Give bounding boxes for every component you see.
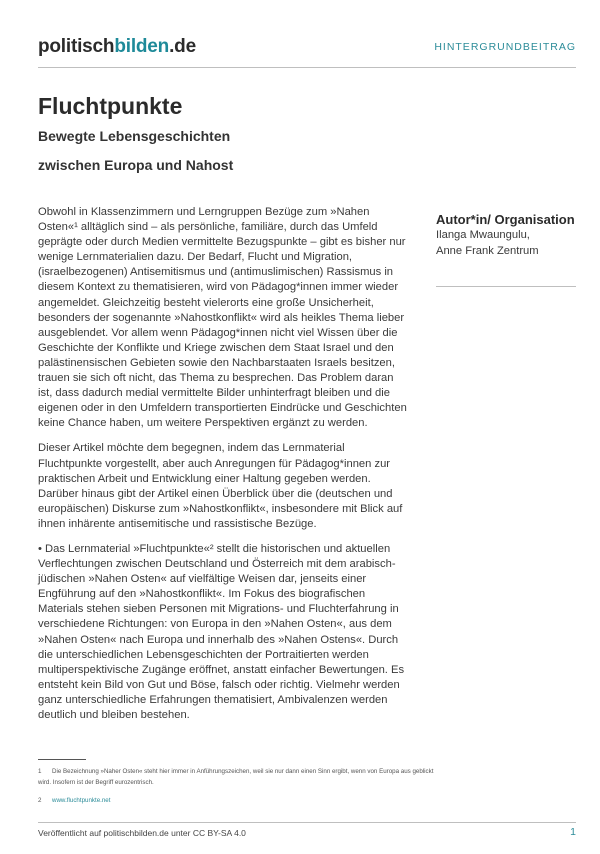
page-title: Fluchtpunkte bbox=[38, 93, 183, 119]
paragraph-intro: Obwohl in Klassenzimmern und Lerngruppen Bezüge zum »Nahen Osten«¹ alltäglich sind – als persönliche, familiäre, durch das Umfeld geprägte oder durch Medien vermittelte Bezugspunkte – gibt es bisher nur wenige Lernmaterialien dazu. Der Bedarf, Flucht und Migration, (israelbezogenen) Antisemitismus und (antimuslimischen) Rassismus in diesem Kontext zu thematisieren, wird von Pädagog*innen immer wieder angemeldet. Gleichzeitig besteht vielerorts eine große Unsicherheit, besonders der sogenannte »Nahostkonflikt« wird als heikles Thema lieber ausgeblendet. Vor allem wenn Pädagog*innen nicht viel Wissen über die Geschichte der Konflikte und Kriege zwischen dem Staat Israel und den palästinensischen Gebieten sowie den Nachbarstaaten Israels besitzen, trauen sie sich oft nicht, das Thema zu besprechen. Das Problem daran ist, dass dadurch medial vermittelte Bilder unhinterfragt bleiben und die eigenen oder in den Umfeldern transportierten Eindrücke und Geschichten keine Chance haben, um weitere Perspektiven ergänzt zu werden. bbox=[38, 206, 407, 430]
footnote-2 bbox=[38, 795, 438, 806]
logo-accent-text: bilden bbox=[114, 36, 170, 57]
subtitle-line-2: zwischen Europa und Nahost bbox=[38, 157, 234, 173]
footnote-1 bbox=[38, 766, 438, 788]
author-box bbox=[436, 212, 576, 259]
header-divider bbox=[38, 67, 576, 68]
paragraph-material: • Das Lernmaterial »Fluchtpunkte«² stellt die historischen und aktuellen Verflechtungen zwischen Deutschland und Österreich mit dem arabisch-jüdischen »Nahen Osten« auf vielfältige Weisen dar, jenseits einer Engführung auf den »Nahostkonflikt«. Im Fokus des biografischen Materials stehen sieben Personen mit Migrations- und Fluchterfahrung in verschiedene Richtungen: von Europa in den »Nahen Osten«, aus dem »Nahen Osten« nach Europa und innerhalb des »Nahen Ostens«. Durch die unterschiedlichen Lebensgeschichten der Portraitierten werden multiperspektivische Zugänge eröffnet, anstatt einfacher Bewertungen. Es entsteht kein Bild von Gut und Böse, falsch oder richtig. Vielmehr werden ganz unterschiedliche Erfahrungen thematisiert, Ambivalenzen werden deutlich und bleiben bestehen. bbox=[38, 542, 405, 721]
page-header bbox=[38, 36, 576, 60]
author-organisation: Anne Frank Zentrum bbox=[436, 245, 539, 257]
footer-license: Veröffentlicht auf politischbilden.de unter CC BY-SA 4.0 bbox=[38, 828, 246, 838]
article-body bbox=[38, 205, 410, 733]
footnote-number: 2 bbox=[38, 797, 42, 804]
footnote-divider bbox=[38, 759, 86, 760]
site-logo[interactable] bbox=[38, 36, 196, 58]
paragraph-purpose: Dieser Artikel möchte dem begegnen, indem das Lernmaterial Fluchtpunkte vorgestellt, aber auch Anregungen für Pädagog*innen zur praktischen Arbeit und Entwicklung einer Haltung gegeben werden. Darüber hinaus gibt der Artikel einen Überblick über die (deutschen und europäischen) Diskurse zum »Nahostkonflikt«, insbesondere mit Blick auf ihnen inhärente antisemitische und rassistische Bezüge. bbox=[38, 442, 403, 530]
page-number: 1 bbox=[570, 826, 576, 838]
footnote-link[interactable]: www.fluchtpunkte.net bbox=[52, 797, 111, 804]
logo-tld-text: .de bbox=[169, 36, 196, 57]
author-name: Ilanga Mwaungulu, bbox=[436, 229, 530, 241]
footnote-text: Die Bezeichnung »Naher Osten« steht hier immer in Anführungszeichen, weil sie nur dann einen Sinn ergibt, wenn von Europa aus geblickt wird. Insofern ist der Begriff eurozentrisch. bbox=[38, 768, 434, 786]
author-heading: Autor*in/ Organisation bbox=[436, 212, 575, 227]
document-type-label: HINTERGRUNDBEITRAG bbox=[434, 41, 576, 53]
footnote-number: 1 bbox=[38, 768, 42, 775]
footer-divider bbox=[38, 822, 576, 823]
logo-main-text: politisch bbox=[38, 36, 115, 57]
author-box-divider bbox=[436, 286, 576, 287]
subtitle-line-1: Bewegte Lebensgeschichten bbox=[38, 128, 231, 144]
